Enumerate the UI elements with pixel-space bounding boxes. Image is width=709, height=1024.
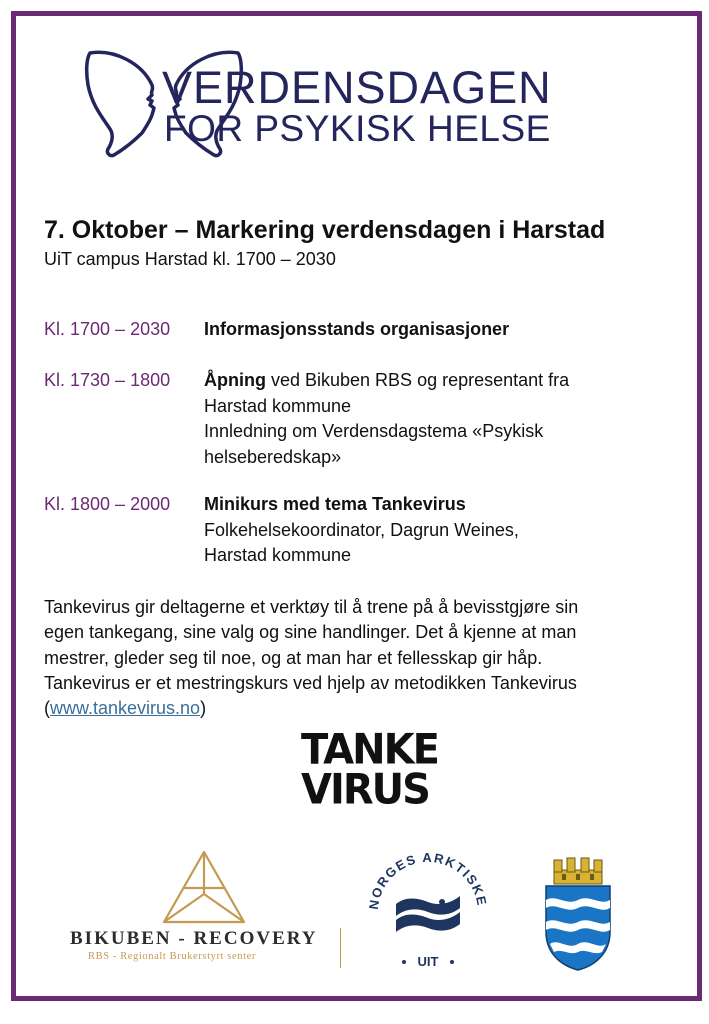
logo-title-line2: FOR PSYKISK HELSE — [164, 108, 551, 149]
program-line: Harstad kommune — [204, 395, 352, 416]
program-line: Folkehelsekoordinator, Dagrun Weines, — [204, 519, 519, 540]
bikuben-logo — [66, 850, 356, 970]
tankevirus-link[interactable]: www.tankevirus.no — [50, 698, 201, 719]
program-line: Innledning om Verdensdagstema «Psykisk — [204, 421, 544, 441]
link-open-paren: ( — [44, 698, 50, 719]
event-heading: 7. Oktober – Markering verdensdagen i Harstad — [44, 216, 606, 244]
tankevirus-logo-line2: VIRUS — [301, 765, 429, 815]
link-close-paren: ) — [200, 698, 207, 719]
program-time: Kl. 1730 – 1800 — [44, 370, 171, 390]
triangle-pyramid-icon — [66, 850, 356, 930]
uit-seal-icon — [358, 838, 498, 978]
program-line: Harstad kommune — [204, 545, 352, 565]
logo-title-line1: VERDENSDAGEN — [162, 62, 552, 113]
program-title-rest: ved Bikuben RBS og representant fra — [265, 370, 570, 390]
program-time: Kl. 1800 – 2000 — [44, 494, 171, 514]
uit-bottom-text: UIT — [417, 954, 439, 969]
paragraph-line: egen tankegang, sine valg og sine handlinger. Det å kjenne at man — [44, 622, 577, 643]
program-line: helseberedskap» — [204, 446, 342, 467]
program-time: Kl. 1700 – 2030 — [44, 319, 171, 339]
program-title: Åpning — [204, 370, 266, 390]
verdensdagen-logo — [84, 45, 624, 165]
tankevirus-logo — [301, 725, 438, 815]
tankevirus-logo-line1: TANKE — [301, 725, 438, 775]
event-subheading: UiT campus Harstad kl. 1700 – 2030 — [44, 249, 336, 269]
paragraph-line: Tankevirus er et mestringskurs ved hjelp av metodikken Tankevirus — [44, 672, 577, 693]
bikuben-divider — [340, 928, 341, 968]
bikuben-subtitle: RBS - Regionalt Brukerstyrt senter — [88, 951, 256, 962]
program-title: Minikurs med tema Tankevirus — [204, 494, 466, 514]
paragraph-line: mestrer, gleder seg til noe, og at man har et fellesskap gir håp. — [44, 647, 543, 668]
description-paragraph — [44, 595, 684, 721]
uit-logo — [358, 838, 498, 978]
harstad-coat-of-arms-icon — [540, 856, 616, 972]
bikuben-title: BIKUBEN - RECOVERY — [70, 928, 318, 949]
uit-ring-text: NORGES ARKTISKE — [365, 850, 490, 911]
paragraph-line: Tankevirus gir deltagerne et verktøy til å trene på å bevisstgjøre sin — [44, 597, 579, 617]
program-title: Informasjonsstands organisasjoner — [204, 319, 510, 339]
